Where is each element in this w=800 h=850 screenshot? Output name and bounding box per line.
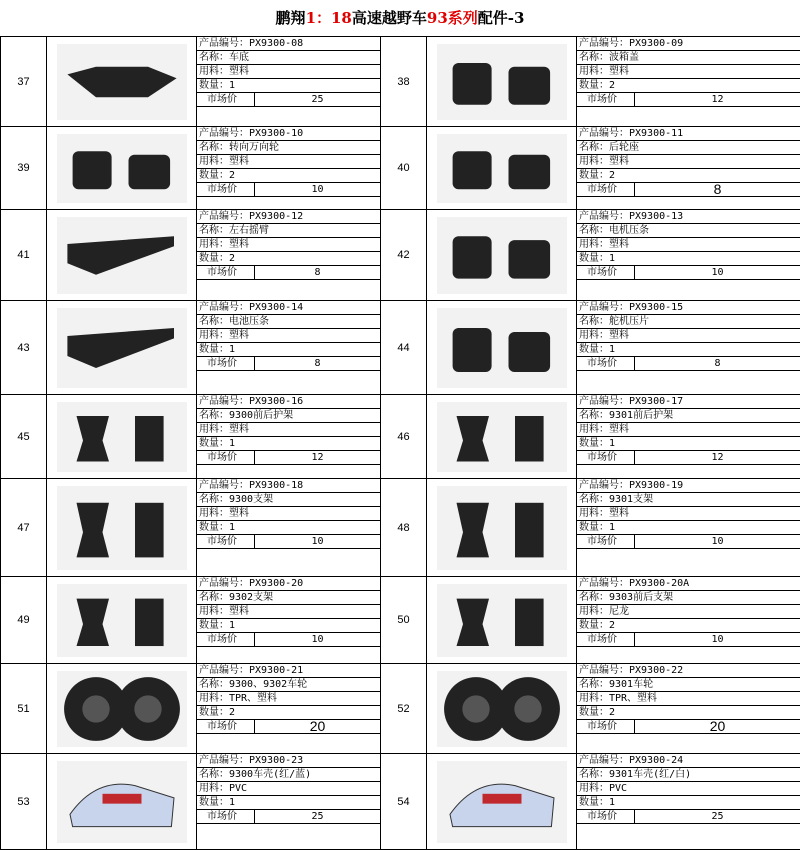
product-code: 产品编号：PX9300-24 xyxy=(577,754,800,768)
shock-tower-icon xyxy=(57,584,187,657)
product-name: 名称：电池压条 xyxy=(197,315,380,329)
table-row xyxy=(1,754,800,850)
item-number: 40 xyxy=(381,127,427,210)
part-info xyxy=(197,301,381,395)
product-price: 市场价 8 xyxy=(197,266,380,280)
item-number: 52 xyxy=(381,664,427,754)
product-material: 用料：塑料 xyxy=(577,155,800,169)
product-name: 名称：9300前后护架 xyxy=(197,409,380,423)
product-price: 市场价 8 xyxy=(197,357,380,371)
product-name: 名称：左右摇臂 xyxy=(197,224,380,238)
product-price: 市场价 10 xyxy=(197,535,380,549)
product-name: 名称：9303前后支架 xyxy=(577,591,800,605)
part-photo xyxy=(47,37,197,127)
part-photo xyxy=(427,577,577,664)
product-material: 用料：塑料 xyxy=(197,507,380,521)
product-material: 用料：塑料 xyxy=(197,238,380,252)
product-code: 产品编号：PX9300-19 xyxy=(577,479,800,493)
item-number: 39 xyxy=(1,127,47,210)
product-name: 名称：电机压条 xyxy=(577,224,800,238)
product-price: 市场价 10 xyxy=(577,266,800,280)
part-info xyxy=(197,479,381,577)
product-name: 名称：转向万向轮 xyxy=(197,141,380,155)
product-price: 市场价 25 xyxy=(197,93,380,107)
product-code: 产品编号：PX9300-11 xyxy=(577,127,800,141)
battery-strap-icon xyxy=(57,308,187,388)
part-info xyxy=(577,127,800,210)
product-quantity: 数量：1 xyxy=(577,521,800,535)
product-quantity: 数量：1 xyxy=(577,252,800,266)
shock-tower-icon xyxy=(57,486,187,570)
item-number: 48 xyxy=(381,479,427,577)
product-code: 产品编号：PX9300-21 xyxy=(197,664,380,678)
product-material: 用料：PVC xyxy=(197,782,380,796)
part-photo xyxy=(427,127,577,210)
product-material: 用料：塑料 xyxy=(577,423,800,437)
product-material: 用料：塑料 xyxy=(197,423,380,437)
product-quantity: 数量：1 xyxy=(197,437,380,451)
part-photo xyxy=(47,577,197,664)
product-code: 产品编号：PX9300-13 xyxy=(577,210,800,224)
product-price: 市场价 10 xyxy=(577,535,800,549)
product-material: 用料：塑料 xyxy=(577,507,800,521)
part-info xyxy=(197,754,381,850)
item-number: 45 xyxy=(1,395,47,479)
product-name: 名称：9301车壳(红/白) xyxy=(577,768,800,782)
product-quantity: 数量：1 xyxy=(197,796,380,810)
product-price: 市场价 8 xyxy=(577,357,800,371)
part-photo xyxy=(427,754,577,850)
product-material: 用料：塑料 xyxy=(577,65,800,79)
rear-hub-icon xyxy=(437,134,567,203)
table-row xyxy=(1,210,800,301)
item-number: 49 xyxy=(1,577,47,664)
item-number: 43 xyxy=(1,301,47,395)
product-quantity: 数量：2 xyxy=(577,706,800,720)
part-info xyxy=(197,37,381,127)
product-material: 用料：塑料 xyxy=(197,155,380,169)
item-number: 42 xyxy=(381,210,427,301)
part-photo xyxy=(47,395,197,479)
item-number: 37 xyxy=(1,37,47,127)
part-info xyxy=(577,577,800,664)
item-number: 47 xyxy=(1,479,47,577)
product-name: 名称：舵机压片 xyxy=(577,315,800,329)
part-photo xyxy=(47,664,197,754)
product-material: 用料：塑料 xyxy=(577,329,800,343)
product-quantity: 数量：1 xyxy=(197,343,380,357)
bumper-icon xyxy=(437,402,567,472)
part-info xyxy=(577,664,800,754)
bumper-icon xyxy=(57,402,187,472)
table-row xyxy=(1,664,800,754)
product-code: 产品编号：PX9300-10 xyxy=(197,127,380,141)
part-photo xyxy=(47,210,197,301)
part-info xyxy=(197,664,381,754)
product-price: 市场价 12 xyxy=(577,93,800,107)
item-number: 53 xyxy=(1,754,47,850)
part-photo xyxy=(427,210,577,301)
motor-bracket-icon xyxy=(437,217,567,294)
product-price: 市场价 20 xyxy=(577,720,800,734)
product-material: 用料：塑料 xyxy=(197,329,380,343)
item-number: 44 xyxy=(381,301,427,395)
product-quantity: 数量：2 xyxy=(577,169,800,183)
part-info xyxy=(577,301,800,395)
servo-mount-icon xyxy=(437,308,567,388)
product-code: 产品编号：PX9300-15 xyxy=(577,301,800,315)
product-quantity: 数量：2 xyxy=(197,169,380,183)
wheel-icon xyxy=(437,671,567,747)
product-code: 产品编号：PX9300-23 xyxy=(197,754,380,768)
product-price: 市场价 25 xyxy=(577,810,800,824)
wheel-icon xyxy=(57,671,187,747)
product-code: 产品编号：PX9300-20 xyxy=(197,577,380,591)
product-code: 产品编号：PX9300-12 xyxy=(197,210,380,224)
product-code: 产品编号：PX9300-09 xyxy=(577,37,800,51)
item-number: 50 xyxy=(381,577,427,664)
item-number: 38 xyxy=(381,37,427,127)
part-photo xyxy=(47,127,197,210)
chassis-icon xyxy=(57,44,187,120)
table-row xyxy=(1,301,800,395)
table-row xyxy=(1,37,800,127)
product-quantity: 数量：2 xyxy=(197,706,380,720)
product-code: 产品编号：PX9300-08 xyxy=(197,37,380,51)
body-shell-icon xyxy=(57,761,187,843)
product-price: 市场价 12 xyxy=(577,451,800,465)
product-price: 市场价 20 xyxy=(197,720,380,734)
part-info xyxy=(577,479,800,577)
product-name: 名称：9301车轮 xyxy=(577,678,800,692)
product-material: 用料：TPR、塑料 xyxy=(577,692,800,706)
part-info xyxy=(577,395,800,479)
steering-knuckle-icon xyxy=(57,134,187,203)
product-code: 产品编号：PX9300-22 xyxy=(577,664,800,678)
product-material: 用料：PVC xyxy=(577,782,800,796)
product-name: 名称：9300、9302车轮 xyxy=(197,678,380,692)
product-quantity: 数量：1 xyxy=(197,79,380,93)
product-price: 市场价 10 xyxy=(197,183,380,197)
product-material: 用料：尼龙 xyxy=(577,605,800,619)
table-row xyxy=(1,127,800,210)
product-material: 用料：塑料 xyxy=(577,238,800,252)
part-photo xyxy=(427,664,577,754)
part-photo xyxy=(427,479,577,577)
parts-table xyxy=(0,36,800,850)
body-shell-icon xyxy=(437,761,567,843)
shock-tower-icon xyxy=(437,486,567,570)
product-name: 名称：后轮座 xyxy=(577,141,800,155)
part-info xyxy=(577,37,800,127)
product-quantity: 数量：1 xyxy=(577,437,800,451)
part-photo xyxy=(427,37,577,127)
product-material: 用料：塑料 xyxy=(197,65,380,79)
table-row xyxy=(1,479,800,577)
product-material: 用料：TPR、塑料 xyxy=(197,692,380,706)
product-price: 市场价 10 xyxy=(197,633,380,647)
product-code: 产品编号：PX9300-16 xyxy=(197,395,380,409)
part-photo xyxy=(427,395,577,479)
part-photo xyxy=(47,301,197,395)
product-material: 用料：塑料 xyxy=(197,605,380,619)
product-quantity: 数量：1 xyxy=(577,796,800,810)
product-price: 市场价 12 xyxy=(197,451,380,465)
product-price: 市场价 8 xyxy=(577,183,800,197)
product-price: 市场价 25 xyxy=(197,810,380,824)
product-code: 产品编号：PX9300-14 xyxy=(197,301,380,315)
part-info xyxy=(197,395,381,479)
part-photo xyxy=(427,301,577,395)
product-code: 产品编号：PX9300-17 xyxy=(577,395,800,409)
product-name: 名称：9301支架 xyxy=(577,493,800,507)
product-quantity: 数量：2 xyxy=(577,619,800,633)
gearbox-cover-icon xyxy=(437,44,567,120)
product-quantity: 数量：1 xyxy=(197,619,380,633)
product-price: 市场价 10 xyxy=(577,633,800,647)
product-quantity: 数量：1 xyxy=(577,343,800,357)
product-code: 产品编号：PX9300-20A xyxy=(577,577,800,591)
table-row xyxy=(1,577,800,664)
product-name: 名称：9302支架 xyxy=(197,591,380,605)
product-name: 名称：9300车壳(红/蓝) xyxy=(197,768,380,782)
part-info xyxy=(577,754,800,850)
product-code: 产品编号：PX9300-18 xyxy=(197,479,380,493)
page-title: 鹏翔1：18高速越野车93系列配件-3 xyxy=(275,9,525,27)
shock-tower-icon xyxy=(437,584,567,657)
item-number: 54 xyxy=(381,754,427,850)
part-photo xyxy=(47,754,197,850)
part-info xyxy=(577,210,800,301)
table-row xyxy=(1,395,800,479)
part-info xyxy=(197,577,381,664)
product-name: 名称：波箱盖 xyxy=(577,51,800,65)
product-name: 名称：车底 xyxy=(197,51,380,65)
product-quantity: 数量：2 xyxy=(197,252,380,266)
part-info xyxy=(197,210,381,301)
product-quantity: 数量：1 xyxy=(197,521,380,535)
item-number: 46 xyxy=(381,395,427,479)
product-name: 名称：9300支架 xyxy=(197,493,380,507)
part-photo xyxy=(47,479,197,577)
item-number: 41 xyxy=(1,210,47,301)
item-number: 51 xyxy=(1,664,47,754)
suspension-arm-icon xyxy=(57,217,187,294)
product-quantity: 数量：2 xyxy=(577,79,800,93)
part-info xyxy=(197,127,381,210)
product-name: 名称：9301前后护架 xyxy=(577,409,800,423)
